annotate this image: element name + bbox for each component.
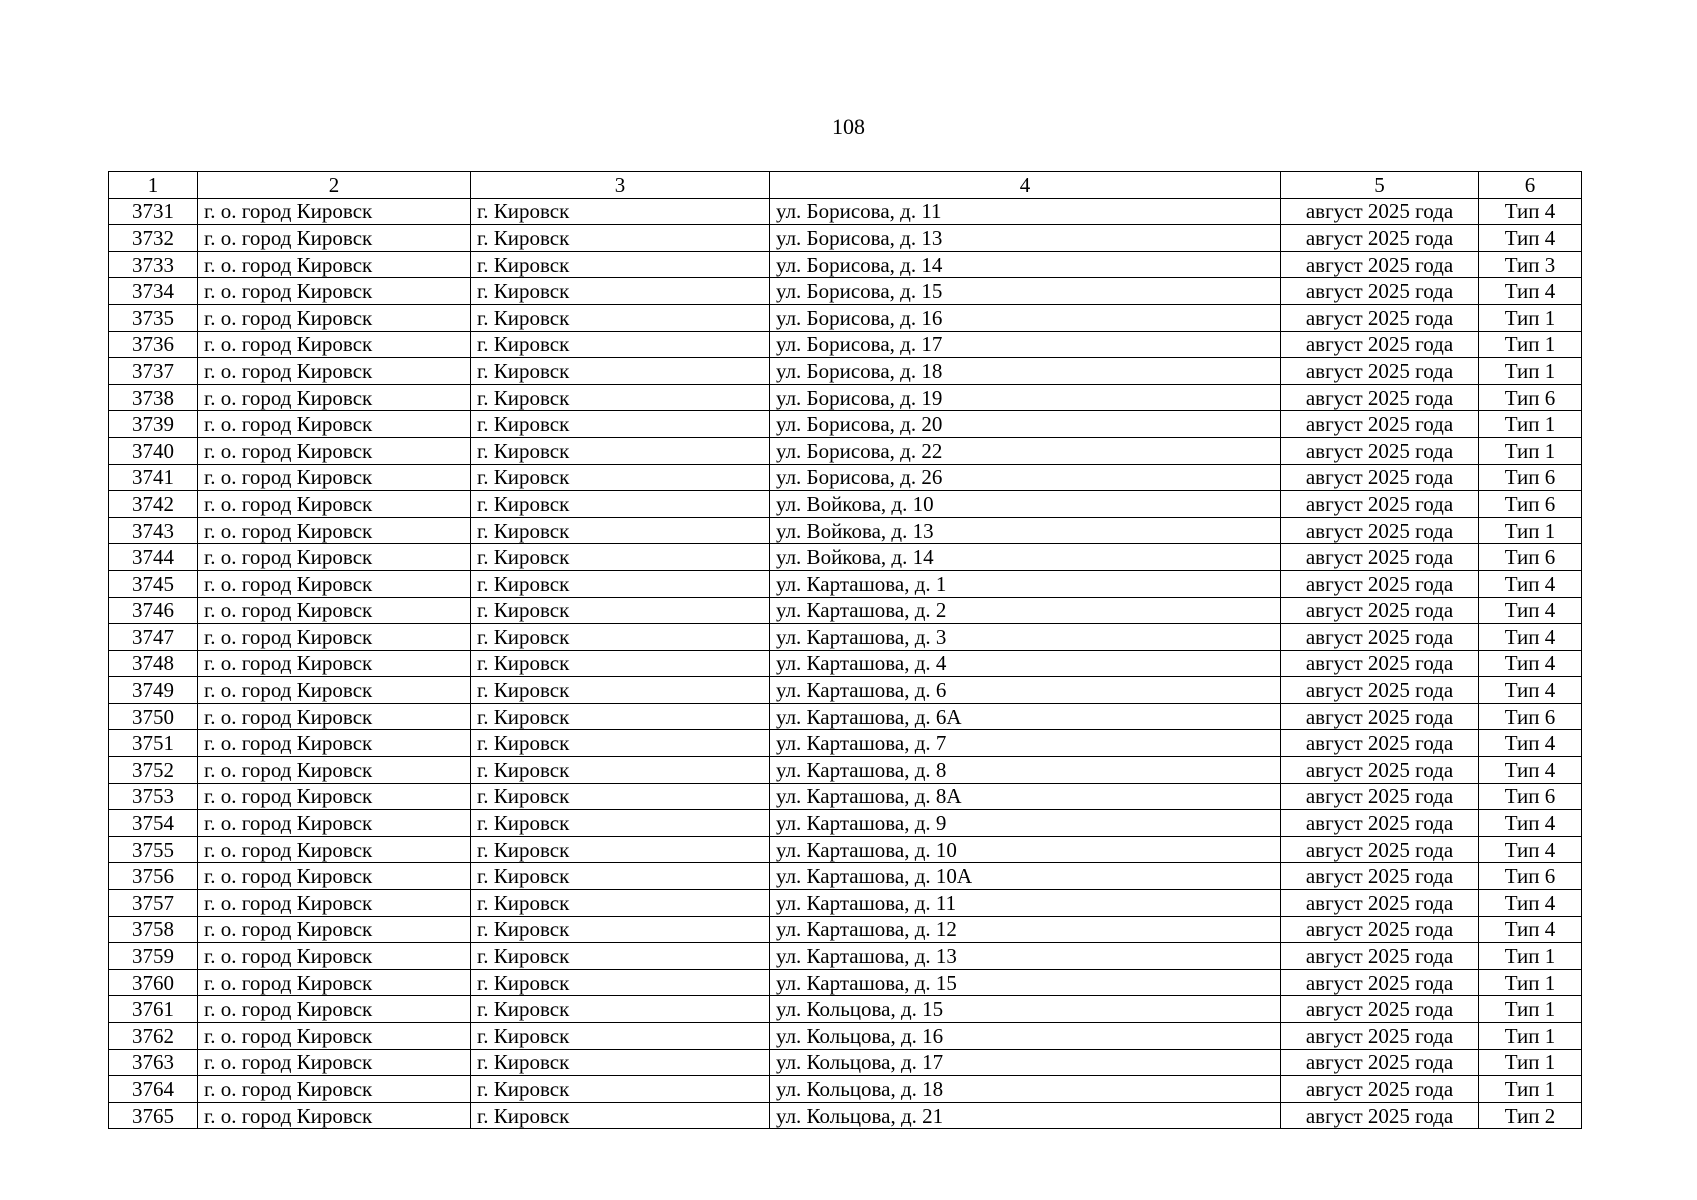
type-cell: Тип 4 [1479, 225, 1582, 252]
date-cell: август 2025 года [1281, 1102, 1479, 1129]
table-row [109, 783, 1582, 810]
address-cell: ул. Карташова, д. 13 [770, 943, 1281, 970]
address-cell: ул. Карташова, д. 10А [770, 863, 1281, 890]
table-row [109, 677, 1582, 704]
table-row [109, 810, 1582, 837]
locality-cell: г. Кировск [471, 757, 770, 784]
district-cell: г. о. город Кировск [198, 783, 471, 810]
table-row [109, 437, 1582, 464]
date-cell: август 2025 года [1281, 836, 1479, 863]
locality-cell: г. Кировск [471, 650, 770, 677]
type-cell: Тип 6 [1479, 863, 1582, 890]
date-cell: август 2025 года [1281, 437, 1479, 464]
type-cell: Тип 1 [1479, 358, 1582, 385]
table-row [109, 358, 1582, 385]
type-cell: Тип 6 [1479, 491, 1582, 518]
date-cell: август 2025 года [1281, 304, 1479, 331]
district-cell: г. о. город Кировск [198, 251, 471, 278]
district-cell: г. о. город Кировск [198, 890, 471, 917]
date-cell: август 2025 года [1281, 251, 1479, 278]
date-cell: август 2025 года [1281, 810, 1479, 837]
locality-cell: г. Кировск [471, 251, 770, 278]
table-row [109, 943, 1582, 970]
address-cell: ул. Кольцова, д. 15 [770, 996, 1281, 1023]
locality-cell: г. Кировск [471, 198, 770, 225]
type-cell: Тип 4 [1479, 916, 1582, 943]
address-cell: ул. Карташова, д. 8 [770, 757, 1281, 784]
table-row [109, 890, 1582, 917]
table-row [109, 757, 1582, 784]
row-number-cell: 3734 [109, 278, 198, 305]
district-cell: г. о. город Кировск [198, 358, 471, 385]
row-number-cell: 3756 [109, 863, 198, 890]
row-number-cell: 3733 [109, 251, 198, 278]
page-number: 108 [832, 114, 865, 139]
locality-cell: г. Кировск [471, 358, 770, 385]
locality-cell: г. Кировск [471, 437, 770, 464]
type-cell: Тип 3 [1479, 251, 1582, 278]
district-cell: г. о. город Кировск [198, 1076, 471, 1103]
date-cell: август 2025 года [1281, 384, 1479, 411]
district-cell: г. о. город Кировск [198, 863, 471, 890]
type-cell: Тип 1 [1479, 411, 1582, 438]
column-header: 6 [1479, 172, 1582, 199]
row-number-cell: 3741 [109, 464, 198, 491]
date-cell: август 2025 года [1281, 969, 1479, 996]
date-cell: август 2025 года [1281, 544, 1479, 571]
district-cell: г. о. город Кировск [198, 437, 471, 464]
locality-cell: г. Кировск [471, 624, 770, 651]
district-cell: г. о. город Кировск [198, 1023, 471, 1050]
locality-cell: г. Кировск [471, 677, 770, 704]
district-cell: г. о. город Кировск [198, 225, 471, 252]
locality-cell: г. Кировск [471, 836, 770, 863]
locality-cell: г. Кировск [471, 890, 770, 917]
address-cell: ул. Борисова, д. 22 [770, 437, 1281, 464]
locality-cell: г. Кировск [471, 730, 770, 757]
type-cell: Тип 1 [1479, 969, 1582, 996]
row-number-cell: 3731 [109, 198, 198, 225]
address-cell: ул. Карташова, д. 7 [770, 730, 1281, 757]
address-cell: ул. Борисова, д. 11 [770, 198, 1281, 225]
row-number-cell: 3745 [109, 570, 198, 597]
address-cell: ул. Борисова, д. 18 [770, 358, 1281, 385]
row-number-cell: 3749 [109, 677, 198, 704]
district-cell: г. о. город Кировск [198, 1102, 471, 1129]
locality-cell: г. Кировск [471, 783, 770, 810]
row-number-cell: 3753 [109, 783, 198, 810]
district-cell: г. о. город Кировск [198, 943, 471, 970]
date-cell: август 2025 года [1281, 916, 1479, 943]
row-number-cell: 3736 [109, 331, 198, 358]
column-header: 5 [1281, 172, 1479, 199]
type-cell: Тип 4 [1479, 757, 1582, 784]
district-cell: г. о. город Кировск [198, 650, 471, 677]
locality-cell: г. Кировск [471, 384, 770, 411]
type-cell: Тип 1 [1479, 1049, 1582, 1076]
locality-cell: г. Кировск [471, 1076, 770, 1103]
date-cell: август 2025 года [1281, 198, 1479, 225]
row-number-cell: 3743 [109, 517, 198, 544]
address-cell: ул. Карташова, д. 8А [770, 783, 1281, 810]
date-cell: август 2025 года [1281, 464, 1479, 491]
address-cell: ул. Карташова, д. 6 [770, 677, 1281, 704]
type-cell: Тип 4 [1479, 570, 1582, 597]
locality-cell: г. Кировск [471, 304, 770, 331]
date-cell: август 2025 года [1281, 996, 1479, 1023]
address-cell: ул. Карташова, д. 10 [770, 836, 1281, 863]
row-number-cell: 3750 [109, 703, 198, 730]
address-cell: ул. Карташова, д. 9 [770, 810, 1281, 837]
row-number-cell: 3746 [109, 597, 198, 624]
locality-cell: г. Кировск [471, 517, 770, 544]
row-number-cell: 3732 [109, 225, 198, 252]
type-cell: Тип 1 [1479, 1023, 1582, 1050]
date-cell: август 2025 года [1281, 1076, 1479, 1103]
table-row [109, 544, 1582, 571]
address-cell: ул. Карташова, д. 11 [770, 890, 1281, 917]
type-cell: Тип 1 [1479, 437, 1582, 464]
locality-cell: г. Кировск [471, 331, 770, 358]
district-cell: г. о. город Кировск [198, 491, 471, 518]
address-cell: ул. Борисова, д. 16 [770, 304, 1281, 331]
date-cell: август 2025 года [1281, 278, 1479, 305]
table-row [109, 650, 1582, 677]
table-row [109, 916, 1582, 943]
date-cell: август 2025 года [1281, 863, 1479, 890]
type-cell: Тип 6 [1479, 783, 1582, 810]
date-cell: август 2025 года [1281, 1049, 1479, 1076]
row-number-cell: 3751 [109, 730, 198, 757]
column-header: 4 [770, 172, 1281, 199]
column-header: 2 [198, 172, 471, 199]
district-cell: г. о. город Кировск [198, 198, 471, 225]
district-cell: г. о. город Кировск [198, 757, 471, 784]
row-number-cell: 3740 [109, 437, 198, 464]
type-cell: Тип 4 [1479, 198, 1582, 225]
table-row [109, 225, 1582, 252]
address-cell: ул. Карташова, д. 2 [770, 597, 1281, 624]
district-cell: г. о. город Кировск [198, 730, 471, 757]
date-cell: август 2025 года [1281, 597, 1479, 624]
district-cell: г. о. город Кировск [198, 836, 471, 863]
address-cell: ул. Карташова, д. 4 [770, 650, 1281, 677]
locality-cell: г. Кировск [471, 1102, 770, 1129]
table-header [109, 172, 1582, 199]
district-cell: г. о. город Кировск [198, 703, 471, 730]
district-cell: г. о. город Кировск [198, 304, 471, 331]
district-cell: г. о. город Кировск [198, 916, 471, 943]
row-number-cell: 3757 [109, 890, 198, 917]
district-cell: г. о. город Кировск [198, 278, 471, 305]
row-number-cell: 3752 [109, 757, 198, 784]
row-number-cell: 3755 [109, 836, 198, 863]
row-number-cell: 3737 [109, 358, 198, 385]
table-row [109, 491, 1582, 518]
address-cell: ул. Кольцова, д. 17 [770, 1049, 1281, 1076]
address-cell: ул. Карташова, д. 3 [770, 624, 1281, 651]
locality-cell: г. Кировск [471, 916, 770, 943]
type-cell: Тип 1 [1479, 943, 1582, 970]
type-cell: Тип 4 [1479, 278, 1582, 305]
locality-cell: г. Кировск [471, 996, 770, 1023]
address-cell: ул. Войкова, д. 10 [770, 491, 1281, 518]
district-cell: г. о. город Кировск [198, 384, 471, 411]
district-cell: г. о. город Кировск [198, 1049, 471, 1076]
locality-cell: г. Кировск [471, 863, 770, 890]
address-cell: ул. Борисова, д. 13 [770, 225, 1281, 252]
type-cell: Тип 1 [1479, 331, 1582, 358]
locality-cell: г. Кировск [471, 570, 770, 597]
row-number-cell: 3761 [109, 996, 198, 1023]
date-cell: август 2025 года [1281, 624, 1479, 651]
row-number-cell: 3738 [109, 384, 198, 411]
header-row [109, 172, 1582, 199]
row-number-cell: 3744 [109, 544, 198, 571]
district-cell: г. о. город Кировск [198, 996, 471, 1023]
row-number-cell: 3739 [109, 411, 198, 438]
date-cell: август 2025 года [1281, 730, 1479, 757]
locality-cell: г. Кировск [471, 969, 770, 996]
address-cell: ул. Кольцова, д. 21 [770, 1102, 1281, 1129]
address-cell: ул. Борисова, д. 15 [770, 278, 1281, 305]
table-row [109, 384, 1582, 411]
row-number-cell: 3760 [109, 969, 198, 996]
district-cell: г. о. город Кировск [198, 969, 471, 996]
district-cell: г. о. город Кировск [198, 411, 471, 438]
address-cell: ул. Кольцова, д. 18 [770, 1076, 1281, 1103]
row-number-cell: 3742 [109, 491, 198, 518]
type-cell: Тип 4 [1479, 650, 1582, 677]
date-cell: август 2025 года [1281, 890, 1479, 917]
locality-cell: г. Кировск [471, 1023, 770, 1050]
table-row [109, 1076, 1582, 1103]
locality-cell: г. Кировск [471, 943, 770, 970]
address-cell: ул. Карташова, д. 15 [770, 969, 1281, 996]
table-row [109, 703, 1582, 730]
type-cell: Тип 1 [1479, 1076, 1582, 1103]
type-cell: Тип 2 [1479, 1102, 1582, 1129]
type-cell: Тип 1 [1479, 996, 1582, 1023]
type-cell: Тип 6 [1479, 464, 1582, 491]
date-cell: август 2025 года [1281, 517, 1479, 544]
date-cell: август 2025 года [1281, 650, 1479, 677]
row-number-cell: 3754 [109, 810, 198, 837]
date-cell: август 2025 года [1281, 331, 1479, 358]
table-row [109, 198, 1582, 225]
table-row [109, 570, 1582, 597]
type-cell: Тип 4 [1479, 890, 1582, 917]
locality-cell: г. Кировск [471, 1049, 770, 1076]
table-row [109, 730, 1582, 757]
table-row [109, 464, 1582, 491]
row-number-cell: 3735 [109, 304, 198, 331]
table-row [109, 996, 1582, 1023]
row-number-cell: 3759 [109, 943, 198, 970]
row-number-cell: 3762 [109, 1023, 198, 1050]
locality-cell: г. Кировск [471, 810, 770, 837]
date-cell: август 2025 года [1281, 783, 1479, 810]
address-cell: ул. Карташова, д. 6А [770, 703, 1281, 730]
date-cell: август 2025 года [1281, 570, 1479, 597]
type-cell: Тип 4 [1479, 836, 1582, 863]
address-cell: ул. Карташова, д. 12 [770, 916, 1281, 943]
district-cell: г. о. город Кировск [198, 570, 471, 597]
table-row [109, 411, 1582, 438]
row-number-cell: 3763 [109, 1049, 198, 1076]
district-cell: г. о. город Кировск [198, 331, 471, 358]
address-cell: ул. Борисова, д. 17 [770, 331, 1281, 358]
type-cell: Тип 1 [1479, 517, 1582, 544]
address-cell: ул. Карташова, д. 1 [770, 570, 1281, 597]
address-cell: ул. Войкова, д. 14 [770, 544, 1281, 571]
district-cell: г. о. город Кировск [198, 597, 471, 624]
district-cell: г. о. город Кировск [198, 677, 471, 704]
district-cell: г. о. город Кировск [198, 517, 471, 544]
locality-cell: г. Кировск [471, 278, 770, 305]
row-number-cell: 3758 [109, 916, 198, 943]
table-row [109, 304, 1582, 331]
table-row [109, 517, 1582, 544]
locality-cell: г. Кировск [471, 597, 770, 624]
row-number-cell: 3765 [109, 1102, 198, 1129]
type-cell: Тип 4 [1479, 677, 1582, 704]
table-row [109, 1102, 1582, 1129]
date-cell: август 2025 года [1281, 677, 1479, 704]
locality-cell: г. Кировск [471, 464, 770, 491]
locality-cell: г. Кировск [471, 411, 770, 438]
type-cell: Тип 4 [1479, 810, 1582, 837]
date-cell: август 2025 года [1281, 757, 1479, 784]
date-cell: август 2025 года [1281, 411, 1479, 438]
type-cell: Тип 1 [1479, 304, 1582, 331]
date-cell: август 2025 года [1281, 943, 1479, 970]
table-row [109, 278, 1582, 305]
address-cell: ул. Войкова, д. 13 [770, 517, 1281, 544]
table-row [109, 597, 1582, 624]
row-number-cell: 3747 [109, 624, 198, 651]
address-cell: ул. Борисова, д. 26 [770, 464, 1281, 491]
locality-cell: г. Кировск [471, 703, 770, 730]
column-header: 3 [471, 172, 770, 199]
table-row [109, 969, 1582, 996]
locality-cell: г. Кировск [471, 544, 770, 571]
table-row [109, 624, 1582, 651]
type-cell: Тип 4 [1479, 597, 1582, 624]
type-cell: Тип 6 [1479, 703, 1582, 730]
column-header: 1 [109, 172, 198, 199]
address-cell: ул. Борисова, д. 19 [770, 384, 1281, 411]
type-cell: Тип 4 [1479, 730, 1582, 757]
table-row [109, 863, 1582, 890]
table-row [109, 1023, 1582, 1050]
table-row [109, 1049, 1582, 1076]
type-cell: Тип 6 [1479, 384, 1582, 411]
date-cell: август 2025 года [1281, 1023, 1479, 1050]
type-cell: Тип 4 [1479, 624, 1582, 651]
row-number-cell: 3764 [109, 1076, 198, 1103]
address-cell: ул. Кольцова, д. 16 [770, 1023, 1281, 1050]
district-cell: г. о. город Кировск [198, 544, 471, 571]
table-row [109, 331, 1582, 358]
locality-cell: г. Кировск [471, 225, 770, 252]
table-row [109, 836, 1582, 863]
data-table [108, 171, 1582, 1129]
date-cell: август 2025 года [1281, 491, 1479, 518]
address-cell: ул. Борисова, д. 14 [770, 251, 1281, 278]
type-cell: Тип 6 [1479, 544, 1582, 571]
district-cell: г. о. город Кировск [198, 810, 471, 837]
row-number-cell: 3748 [109, 650, 198, 677]
date-cell: август 2025 года [1281, 703, 1479, 730]
table-body [109, 198, 1582, 1129]
district-cell: г. о. город Кировск [198, 624, 471, 651]
address-cell: ул. Борисова, д. 20 [770, 411, 1281, 438]
district-cell: г. о. город Кировск [198, 464, 471, 491]
table-row [109, 251, 1582, 278]
date-cell: август 2025 года [1281, 358, 1479, 385]
locality-cell: г. Кировск [471, 491, 770, 518]
date-cell: август 2025 года [1281, 225, 1479, 252]
